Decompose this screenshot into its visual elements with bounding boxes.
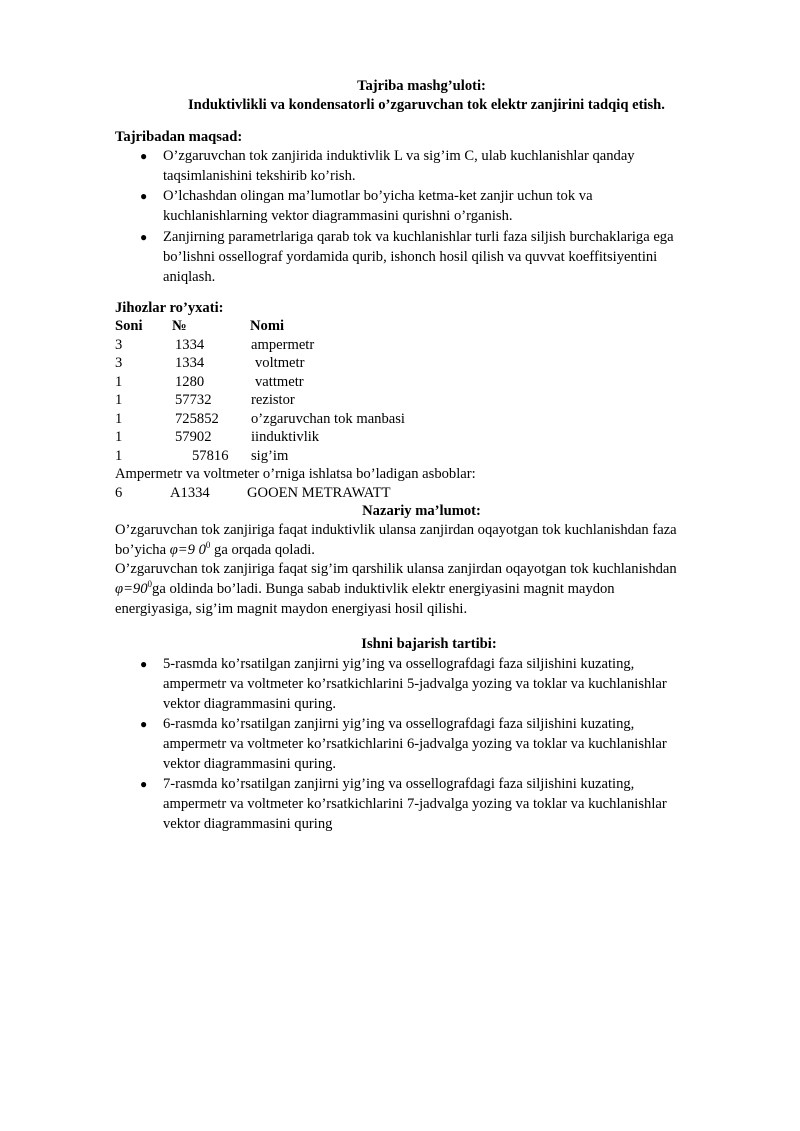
theory-p1-equation: φ=9 0 — [169, 542, 206, 558]
procedure-item-2-line-2: ampermetr va voltmeter ko’rsatkichlarini 6-jadvalga yozing va toklar va kuchlanishlar — [163, 736, 667, 752]
aim-item-3-line-2: bo’lishni ossellograf yordamida qurib, ishonch hosil qilish va quvvat koeffitsiyentini — [163, 249, 658, 265]
equipment-row-6-name: iinduktivlik — [251, 429, 320, 445]
equipment-row-7-count: 1 — [115, 448, 123, 464]
procedure-item-2-line-1: 6-rasmda ko’rsatilgan zanjirni yig’ing va ossellografdagi faza siljishini kuzating, — [163, 716, 635, 732]
bullet-icon: ● — [140, 717, 148, 731]
bullet-icon: ● — [140, 149, 148, 163]
equipment-row-3-name: vattmetr — [255, 374, 304, 390]
theory-heading: Nazariy ma’lumot: — [362, 503, 481, 519]
equipment-row-4-count: 1 — [115, 392, 123, 408]
theory-p1-suffix: ga orqada qoladi. — [210, 542, 315, 558]
theory-p2-line-3: energiyasiga, sig’im magnit maydon energiyasi hosil qilishi. — [115, 601, 468, 617]
title-line-2: Induktivlikli va kondensatorli o’zgaruvchan tok elektr zanjirini tadqiq etish. — [188, 97, 665, 113]
procedure-item-3-line-1: 7-rasmda ko’rsatilgan zanjirni yig’ing va ossellografdagi faza siljishini kuzating, — [163, 776, 635, 792]
equipment-row-4-name: rezistor — [251, 392, 295, 408]
procedure-item-3-line-3: vektor diagrammasini quring — [163, 816, 333, 832]
procedure-item-1-line-2: ampermetr va voltmeter ko’rsatkichlarini 5-jadvalga yozing va toklar va kuchlanishlar — [163, 676, 667, 692]
procedure-item-2-line-3: vektor diagrammasini quring. — [163, 756, 337, 772]
equipment-note: Ampermetr va voltmeter o’rniga ishlatsa bo’ladigan asboblar: — [115, 466, 476, 482]
equipment-row-1-number: 1334 — [175, 337, 205, 353]
theory-p2-equation: φ=90 — [115, 581, 148, 597]
aim-heading: Tajribadan maqsad: — [115, 129, 243, 145]
equipment-col-name: Nomi — [250, 318, 285, 334]
equipment-row-5-count: 1 — [115, 411, 123, 427]
bullet-icon: ● — [140, 777, 148, 791]
equipment-col-number: № — [172, 318, 187, 334]
equipment-row-2-number: 1334 — [175, 355, 205, 371]
theory-p2-line-2 — [115, 579, 615, 599]
equipment-row-4-number: 57732 — [175, 392, 212, 408]
theory-p1-line-2 — [115, 540, 315, 560]
equipment-row-6-count: 1 — [115, 429, 123, 445]
equipment-row-2-name: voltmetr — [255, 355, 305, 371]
bullet-icon: ● — [140, 230, 148, 244]
theory-p2-suffix: ga oldinda bo’ladi. Bunga sabab induktivlik elektr energiyasini magnit maydon — [152, 581, 615, 597]
equipment-row-5-number: 725852 — [175, 411, 219, 427]
aim-item-3-line-1: Zanjirning parametrlariga qarab tok va kuchlanishlar turli faza siljish burchaklariga ega — [163, 229, 674, 245]
theory-p1-line-1: O’zgaruvchan tok zanjiriga faqat induktivlik ulansa zanjirdan oqayotgan tok kuchlanishdan faza — [115, 522, 677, 538]
theory-p2-degree: 0 — [147, 579, 153, 590]
equipment-row-2-count: 3 — [115, 355, 123, 371]
equipment-col-count: Soni — [115, 318, 143, 334]
equipment-row-7-name: sig’im — [251, 448, 289, 464]
procedure-item-1-line-3: vektor diagrammasini quring. — [163, 696, 337, 712]
equipment-row-7-number: 57816 — [192, 448, 229, 464]
procedure-heading: Ishni bajarish tartibi: — [361, 636, 497, 652]
aim-item-2-line-2: kuchlanishlarning vektor diagrammasini qurishni o’rganish. — [163, 208, 513, 224]
theory-p1-degree: 0 — [205, 540, 211, 551]
equipment-extra-count: 6 — [115, 485, 123, 501]
equipment-row-5-name: o’zgaruvchan tok manbasi — [251, 411, 405, 427]
aim-item-3-line-3: aniqlash. — [163, 269, 216, 285]
bullet-icon: ● — [140, 189, 148, 203]
equipment-row-1-count: 3 — [115, 337, 123, 353]
equipment-extra-name: GOOEN METRAWATT — [247, 485, 391, 501]
theory-p2-line-1: O’zgaruvchan tok zanjiriga faqat sig’im qarshilik ulansa zanjirdan oqayotgan tok kuchlanishdan — [115, 561, 677, 577]
aim-item-1-line-1: O’zgaruvchan tok zanjirida induktivlik L va sig’im C, ulab kuchlanishlar qanday — [163, 148, 635, 164]
equipment-row-1-name: ampermetr — [251, 337, 315, 353]
theory-p1-prefix: bo’yicha — [115, 542, 167, 558]
equipment-row-6-number: 57902 — [175, 429, 212, 445]
equipment-row-3-number: 1280 — [175, 374, 205, 390]
equipment-extra-number: A1334 — [170, 485, 210, 501]
procedure-item-1-line-1: 5-rasmda ko’rsatilgan zanjirni yig’ing va ossellografdagi faza siljishini kuzating, — [163, 656, 635, 672]
aim-item-1-line-2: taqsimlanishini tekshirib ko’rish. — [163, 168, 356, 184]
equipment-heading: Jihozlar ro’yxati: — [115, 300, 224, 316]
aim-item-2-line-1: O’lchashdan olingan ma’lumotlar bo’yicha ketma-ket zanjir uchun tok va — [163, 188, 593, 204]
procedure-item-3-line-2: ampermetr va voltmeter ko’rsatkichlarini 7-jadvalga yozing va toklar va kuchlanishlar — [163, 796, 667, 812]
bullet-icon: ● — [140, 657, 148, 671]
equipment-row-3-count: 1 — [115, 374, 123, 390]
title-line-1: Tajriba mashg’uloti: — [357, 78, 486, 94]
